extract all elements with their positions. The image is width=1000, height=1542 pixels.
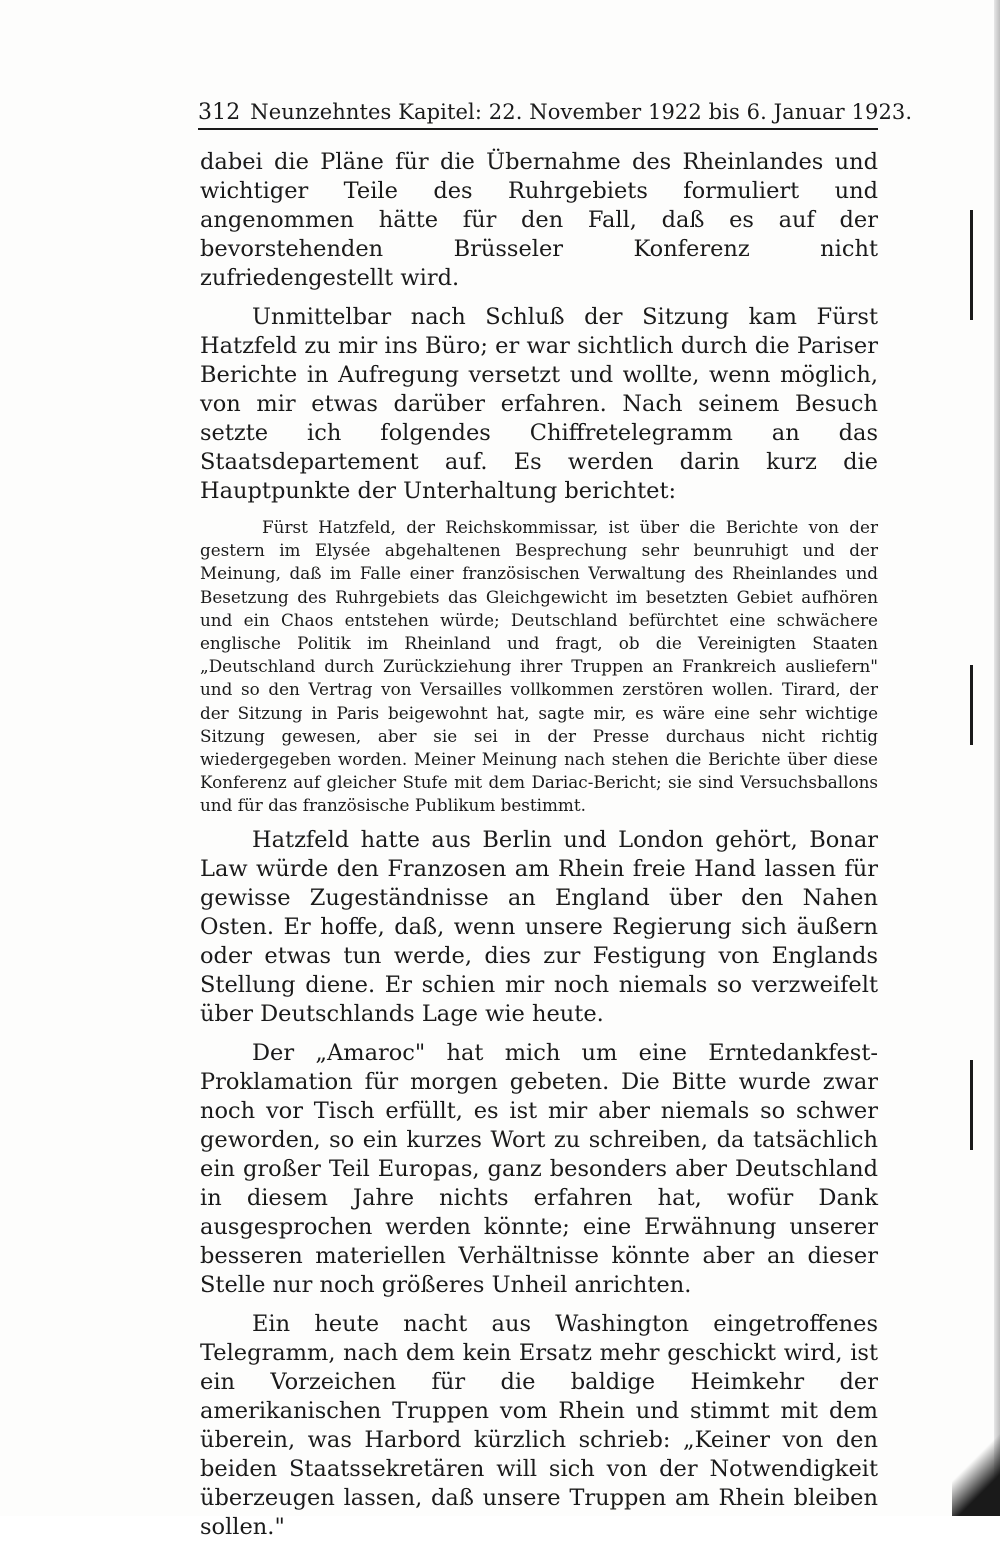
header-rule — [198, 128, 878, 130]
page-number: 312 — [198, 100, 241, 125]
margin-mark — [970, 1060, 973, 1150]
paragraph: Ein heute nacht aus Washington eingetroffenes Telegramm, nach dem kein Ersatz mehr geschickt wird, ist ein Vorzeichen für die baldige Heimkehr der amerikanischen Truppen vom Rhein und stimmt mit dem überein, was Harbord kürzlich schrieb: „Keiner von den beiden Staatssekretären will sich von der Notwendigkeit überzeugen lassen, daß unsere Truppen am Rhein bleiben sollen." — [200, 1310, 878, 1540]
paragraph-continued: dabei die Pläne für die Übernahme des Rheinlandes und wichtiger Teile des Ruhrgebiets formuliert und angenommen hätte für den Fall, daß es auf der bevorstehenden Brüsseler Konferenz nicht zufriedengestellt wird. — [200, 149, 878, 291]
margin-mark — [970, 210, 973, 320]
paragraph: Der „Amaroc" hat mich um eine Erntedankfest-Proklamation für morgen gebeten. Die Bitte wurde zwar noch vor Tisch erfüllt, es ist mir aber niemals so schwer geworden, so ein kurzes Wort zu schreiben, da tatsächlich ein großer Teil Europas, ganz besonders aber Deutschland in diesem Jahre nichts erfahren hat, wofür Dank ausgesprochen werden könnte; eine Erwähnung unserer besseren materiellen Verhältnisse könnte aber an dieser Stelle nur noch größeres Unheil anrichten. — [200, 1039, 878, 1298]
margin-mark — [970, 665, 973, 745]
running-title: Neunzehntes Kapitel: 22. November 1922 bis 6. Januar 1923. — [250, 100, 913, 124]
scan-corner-shadow — [952, 1426, 1000, 1516]
block-quote-telegram: Fürst Hatzfeld, der Reichskommissar, ist über die Berichte von der gestern im Elysée abgehaltenen Besprechung sehr beunruhigt und der Meinung, daß im Falle einer französischen Verwaltung des Rheinlandes und Besetzung des Ruhrgebiets das Gleichgewicht im besetzten Gebiet aufhören und ein Chaos entstehen würde; Deutschland befürchtet eine schwächere englische Politik im Rheinland und fragt, ob die Vereinigten Staaten „Deutschland durch Zurückziehung ihrer Truppen an Frankreich ausliefern" und so den Vertrag von Versailles vollkommen zerstören wollen. Tirard, der der Sitzung in Paris beigewohnt hat, sagte mir, es wäre eine sehr wichtige Sitzung gewesen, aber sie sei in der Presse durchaus nicht richtig wiedergegeben worden. Meiner Meinung nach stehen die Berichte über diese Konferenz auf gleicher Stufe mit dem Dariac-Bericht; sie sind Versuchsballons und für das französische Publikum bestimmt. — [200, 517, 878, 816]
paragraph: Unmittelbar nach Schluß der Sitzung kam Fürst Hatzfeld zu mir ins Büro; er war sichtlich durch die Pariser Berichte in Aufregung versetzt und wollte, wenn möglich, von mir etwas darüber erfahren. Nach seinem Besuch setzte ich folgendes Chiffretelegramm an das Staatsdepartement auf. Es werden darin kurz die Hauptpunkte der Unterhaltung berichtet: — [200, 304, 878, 504]
running-header — [198, 100, 913, 130]
page-binding-edge — [994, 0, 1000, 1516]
paragraph: Hatzfeld hatte aus Berlin und London gehört, Bonar Law würde den Franzosen am Rhein freie Hand lassen für gewisse Zugeständnisse an England über den Nahen Osten. Er hoffe, daß, wenn unsere Regierung sich äußern oder etwas tun werde, dies zur Festigung von Englands Stellung diene. Er schien mir noch niemals so verzweifelt über Deutschlands Lage wie heute. — [200, 826, 878, 1027]
body-text — [200, 148, 878, 1542]
